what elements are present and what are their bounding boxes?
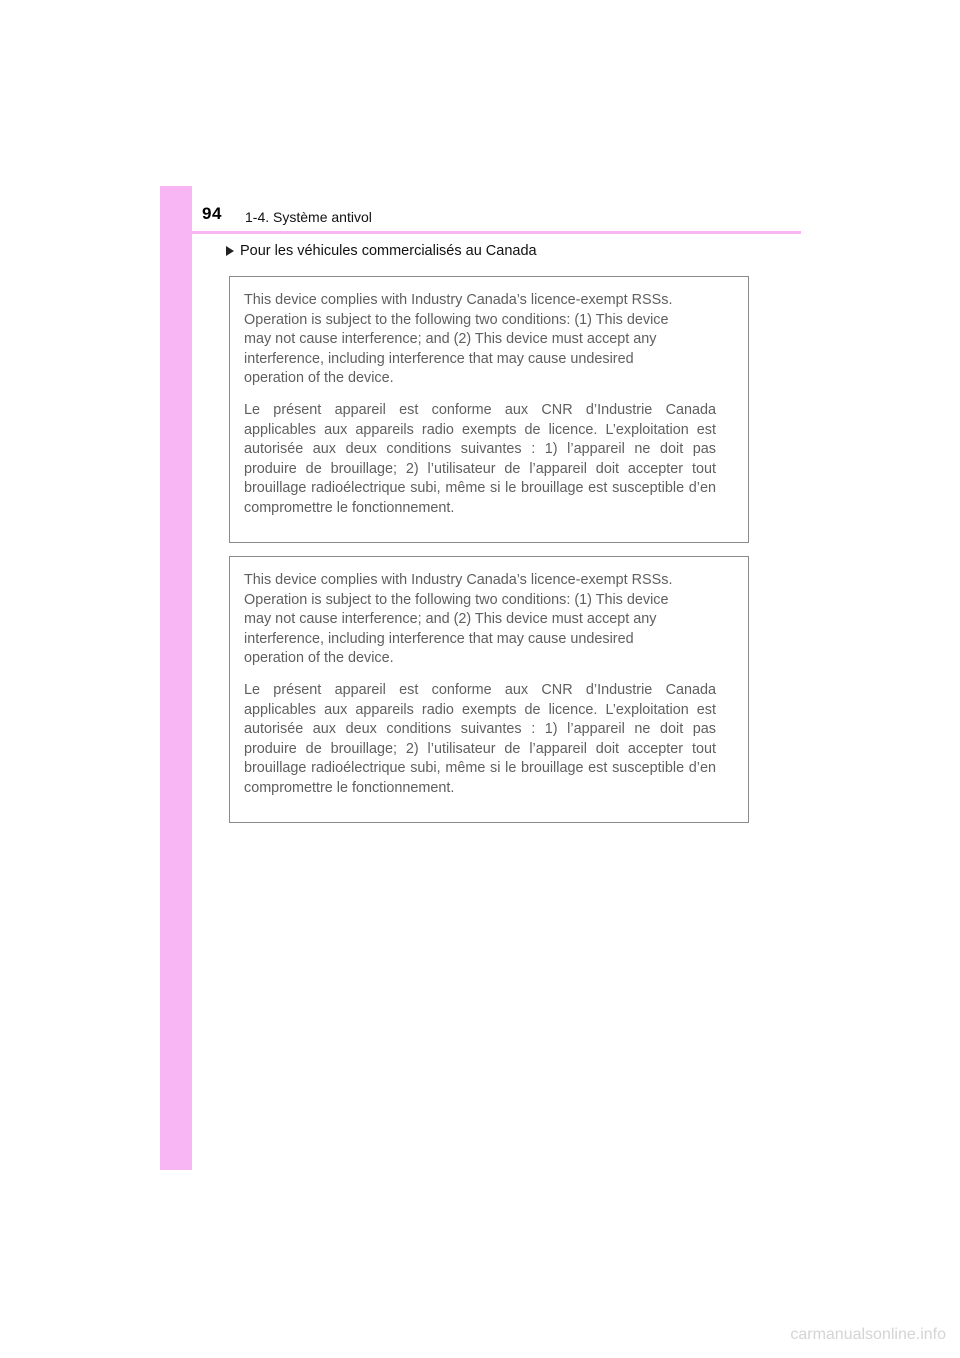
triangle-bullet-icon [226, 246, 234, 256]
french-notice-text: Le présent appareil est conforme aux CNR d’Industrie Canada applicables aux appareils radio exempts de licence. L’exploitation est autorisée aux deux conditions suivantes : 1) l’appareil ne doit pas produire de brouillage; 2) l’utilisateur de l’appareil doit accepter tout brouillage radioélectrique subi, même si le brouillage est susceptible d’en compromettre le fonctionnement. [244, 681, 716, 796]
compliance-notice-box [229, 276, 749, 543]
english-notice-text: This device complies with Industry Canada’s licence-exempt RSSs. Operation is subject to the following two conditions: (1) This device may not cause interference; and (2) This device must accept any interference, including interference that may cause undesired operation of the device. [244, 572, 673, 667]
page-number: 94 [202, 204, 222, 223]
english-notice-text: This device complies with Industry Canada’s licence-exempt RSSs. Operation is subject to the following two conditions: (1) This device may not cause interference; and (2) This device must accept any interference, including interference that may cause undesired operation of the device. [244, 292, 673, 387]
section-title: 1-4. Système antivol [245, 209, 372, 225]
page-header [160, 186, 801, 234]
watermark-text: carmanualsonline.info [790, 1326, 946, 1343]
compliance-notice-box [229, 556, 749, 823]
subheading-text: Pour les véhicules commercialisés au Canada [240, 243, 537, 259]
header-tab [160, 186, 192, 232]
french-notice-text: Le présent appareil est conforme aux CNR d’Industrie Canada applicables aux appareils radio exempts de licence. L’exploitation est autorisée aux deux conditions suivantes : 1) l’appareil ne doit pas produire de brouillage; 2) l’utilisateur de l’appareil doit accepter tout brouillage radioélectrique subi, même si le brouillage est susceptible d’en compromettre le fonctionnement. [244, 401, 716, 516]
subheading [226, 243, 537, 259]
header-rule [192, 231, 801, 234]
side-color-band [160, 186, 192, 1170]
